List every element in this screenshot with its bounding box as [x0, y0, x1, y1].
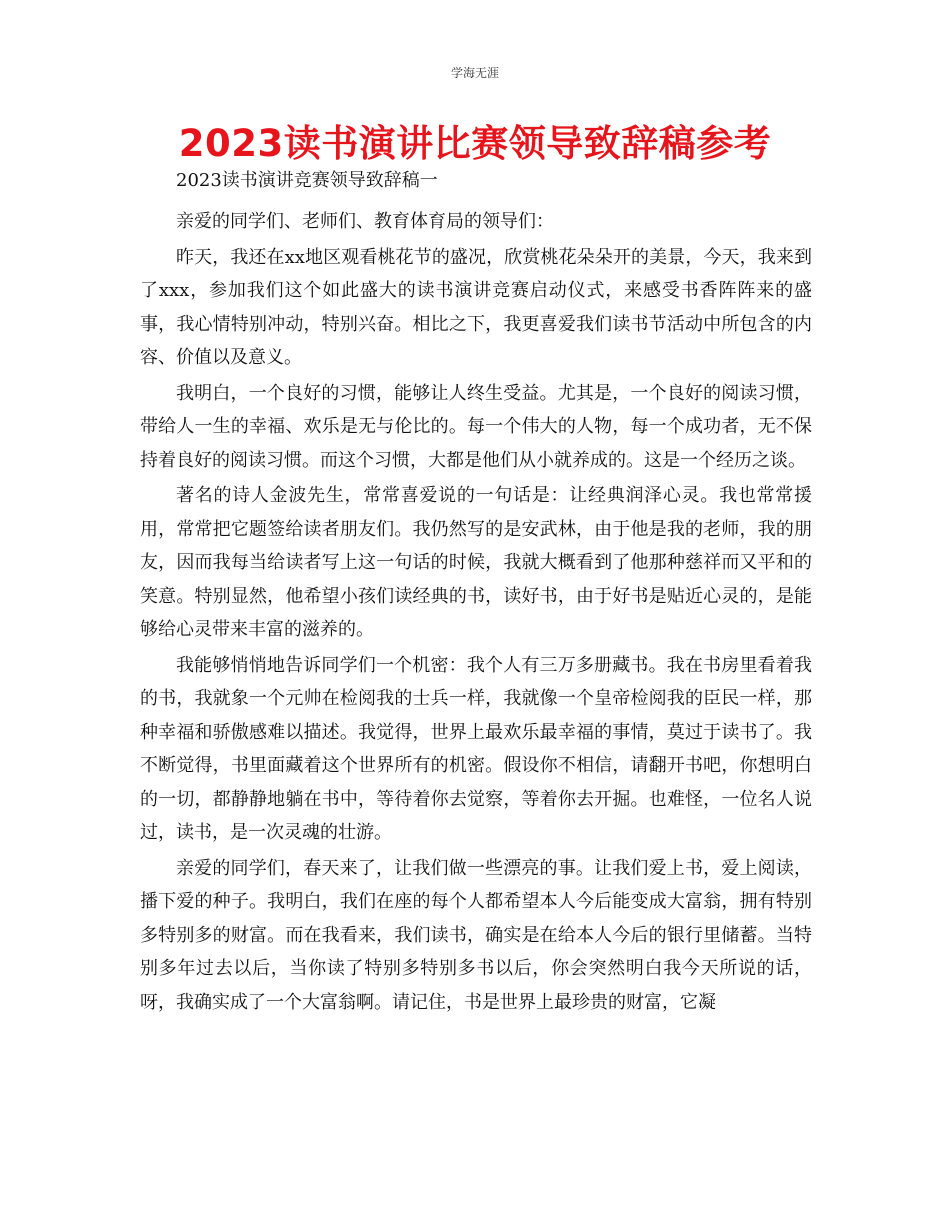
paragraph: 昨天，我还在xx地区观看桃花节的盛况，欣赏桃花朵朵开的美景，今天，我来到了xxx，参加我们这个如此盛大的读书演讲竞赛启动仪式，来感受书香阵阵来的盛事，我心情特别冲动，特别兴奋。相比之下，我更喜爱我们读书节活动中所包含的内容、价值以及意义。 [140, 246, 812, 368]
header-note: 学海无涯 [450, 66, 499, 80]
document-body [140, 170, 812, 1019]
paragraph: 我明白，一个良好的习惯，能够让人终生受益。尤其是，一个良好的阅读习惯，带给人一生的幸福、欢乐是无与伦比的。每一个伟大的人物，每一个成功者，无不保持着良好的阅读习惯。而这个习惯，大都是他们从小就养成的。这是一个经历之谈。 [140, 382, 812, 471]
document-subtitle: 2023读书演讲竞赛领导致辞稿一 [176, 170, 438, 191]
paragraph-greeting: 亲爱的同学们、老师们、教育体育局的领导们： [176, 211, 554, 232]
paragraph: 著名的诗人金波先生，常常喜爱说的一句话是：让经典润泽心灵。我也常常援用，常常把它题签给读者朋友们。我仍然写的是安武林，由于他是我的老师，我的朋友，因而我每当给读者写上这一句话的时候，我就大概看到了他那种慈祥而又平和的笑意。特别显然，他希望小孩们读经典的书，读好书，由于好书是贴近心灵的，是能够给心灵带来丰富的滋养的。 [140, 485, 812, 640]
document-title: 2023读书演讲比赛领导致辞稿参考 [178, 122, 772, 165]
paragraph: 亲爱的同学们，春天来了，让我们做一些漂亮的事。让我们爱上书，爱上阅读，播下爱的种子。我明白，我们在座的每个人都希望本人今后能变成大富翁，拥有特别多特别多的财富。而在我看来，我们读书，确实是在给本人今后的银行里储蓄。当特别多年过去以后，当你读了特别多特别多书以后，你会突然明白我今天所说的话，呀，我确实成了一个大富翁啊。请记住，书是世界上最珍贵的财富，它凝 [140, 857, 812, 1013]
paragraph: 我能够悄悄地告诉同学们一个机密：我个人有三万多册藏书。我在书房里看着我的书，我就象一个元帅在检阅我的士兵一样，我就像一个皇帝检阅我的臣民一样，那种幸福和骄傲感难以描述。我觉得，世界上最欢乐最幸福的事情，莫过于读书了。我不断觉得，书里面藏着这个世界所有的机密。假设你不相信，请翻开书吧，你想明白的一切，都静静地躺在书中，等待着你去觉察，等着你去开掘。也难怪，一位名人说过，读书，是一次灵魂的壮游。 [140, 654, 812, 843]
